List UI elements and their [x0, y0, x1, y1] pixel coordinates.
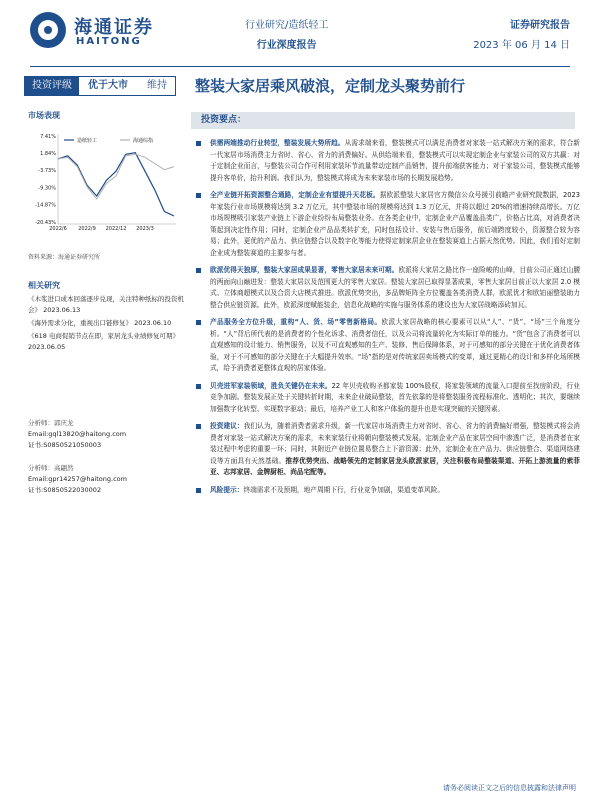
- paragraph-text: 欧派大家居战略的核心要素可以从“人”、“货”、“场”三个角度分析。“人”背后所代表的是消费者的个性化诉求、消费者信任，以及公司将流量转化为实际订单的能力。“货”包含了消费者可以直观感知的设计能力、销售服务，以及不可直观感知的生产、装修、售后保障体系，对于可感知的部分关键在于优化消费者体验，对于不可感知的部分关键在于大幅提升效率。“场”指的是对传统家居卖场模式的变革，通过更精心的设计和多样化场所模式，给予消费者更整体直观的居家体验。: [210, 318, 580, 372]
- market-performance-chart: [24, 128, 180, 238]
- series-line-1: [58, 154, 174, 199]
- square-bullet-icon: [196, 320, 201, 325]
- paragraph-lead: 供需两端推动行业转型，整装发展大势所趋。: [210, 139, 345, 147]
- square-bullet-icon: [196, 268, 201, 273]
- related-item[interactable]: [28, 294, 186, 316]
- legend-label: 造纸轻工: [77, 138, 98, 144]
- related-item-title: 《618 电商促销节点在即，家居龙头业绩修复可期》: [28, 332, 179, 340]
- rating-maintain: 维持: [147, 80, 167, 91]
- header-right: [473, 16, 570, 56]
- x-tick-label: 2022/9: [78, 226, 96, 232]
- summary-body: [196, 138, 580, 502]
- report-date: 2023 年 06 月 14 日: [473, 40, 570, 51]
- square-bullet-icon: [196, 488, 201, 493]
- paragraph-text: 22 年贝壳收购圣都家装 100%股权，将家装领域的流量入口提前至找房阶段，行业竞争加剧。整装发展正处于关键转折时期，未来企业破局整装，首先依靠的是将整装服务流程标准化、透明化；其次，要继续加强数字化转型、实现数字驱动；最后，培养产业工人和客户体验的提升也是实现突破的关键因素。: [210, 381, 580, 413]
- related-item[interactable]: [28, 331, 186, 353]
- x-tick-label: 2022/6: [49, 226, 67, 232]
- paragraph-text: 终端需求不及预期，地产周期下行，行业竞争加剧，渠道变革风险。: [243, 485, 445, 494]
- x-tick-label: 2022/12: [105, 226, 127, 232]
- related-item-date: 2023.06.05: [28, 343, 66, 351]
- report-type-label: 行业深度报告: [256, 40, 317, 51]
- related-item[interactable]: [28, 318, 186, 329]
- summary-paragraph: [196, 421, 580, 479]
- related-item-date: 2023.06.10: [132, 319, 172, 327]
- rating-value: 优于大市: [88, 80, 128, 91]
- chart-source: 资料来源：海通证券研究所: [28, 254, 101, 261]
- related-research-list: [28, 294, 186, 355]
- y-tick-label: -14.87%: [35, 202, 56, 209]
- rating-box: [24, 76, 176, 96]
- summary-paragraph: [196, 190, 580, 259]
- y-tick-label: 7.41%: [40, 133, 56, 140]
- analyst-spacer: [28, 451, 186, 463]
- summary-paragraph: [196, 485, 580, 497]
- industry-label: 行业研究/造纸轻工: [245, 20, 329, 31]
- related-item-title: 《海外需求分化，重视出口链修复》: [28, 319, 132, 327]
- paragraph-lead: 产品服务全方位升级，重构“人、货、场”零售新格局。: [210, 318, 382, 326]
- paragraph-text: 从需求端来看，整装模式可以满足消费者对家装一站式解决方案的需求，符合新一代家居市场消费主力省时、省心、省力的消费偏好。从供给端来看，整装模式可以实现定制企业与家装公司的双方共赢：对于定制企业而言，与整装公司合作可利用家装环节流量带动定制产品销售，提升前端获客能力；对于家装公司，整装模式能够提升客单价，抬升利润。我们认为，整装模式将成为未来家装市场的长期发展趋势。: [210, 139, 580, 182]
- summary-heading: 投资要点：: [201, 115, 247, 125]
- summary-paragraph: [196, 381, 580, 416]
- analyst-block: [28, 418, 186, 496]
- haitong-logo-icon: [30, 12, 66, 48]
- analyst-name: 分析师：高翩然: [28, 464, 74, 472]
- related-item-title: 《木浆进口成本回落逐步兑现，关注特种纸标的投资机会》: [28, 295, 184, 314]
- haitong-logo: [30, 12, 180, 52]
- legend-label: 海通综指: [133, 138, 154, 144]
- y-tick-label: -3.73%: [38, 168, 56, 175]
- analyst-email[interactable]: Email:gpr14257@haitong.com: [28, 475, 127, 483]
- logo-english-text: HAITONG: [76, 36, 142, 47]
- series-line-0: [58, 153, 174, 216]
- paragraph-lead: 风险提示：: [210, 485, 244, 494]
- summary-paragraph: [196, 317, 580, 375]
- square-bullet-icon: [196, 384, 201, 389]
- paragraph-text: 我们认为，随着消费者需求升级，新一代家居市场消费主力对省时、省心、省力的消费偏好增强，整装模式将会消费者对家装一站式解决方案的需求，未来家装行业将朝向整装模式发展。定制企业产品在家居空间中渗透广泛，是消费者在家装过程中考虑的重要一环；同时，其附近产业链位置易整合上下游资源；此外，定制企业在产品力、供应链整合、渠道网络建设等方面具有天然基础。: [210, 422, 580, 465]
- y-tick-label: -9.30%: [38, 185, 56, 192]
- square-bullet-icon: [196, 193, 201, 198]
- square-bullet-icon: [196, 424, 201, 429]
- paragraph-text: 欧派将大家居之路比作一座险峻的山峰，目前公司正通过山腰的两面向山巅进发：整装大家居以及范围更大的零售大家居。整装大家居已取得显著成果，零售大家居目前正以大家居 2.0 模式、立体商超模式以及合资大店模式推进。欧派优势突出，多品牌矩阵全方位覆盖各类消费人群，欧派优才和欧铂丽整装助力整合供应链资源。此外，欧派深度赋能装企，信息化战略的实施与服务体系的建设也为大家居战略添砖加瓦。: [210, 266, 581, 309]
- logo-chinese-text: 海通证券: [74, 17, 154, 38]
- summary-paragraph: [196, 265, 580, 311]
- summary-header-bar: [191, 112, 575, 129]
- rating-label: 投资评级: [25, 77, 79, 95]
- report-label: 证券研究报告: [510, 20, 570, 31]
- paragraph-lead: 贝壳进军家装领域，胜负关键仍在未来。: [210, 381, 332, 390]
- summary-paragraph: [196, 138, 580, 184]
- report-title: 整装大家居乘风破浪，定制龙头聚势前行: [195, 77, 466, 95]
- analyst-cert: 证书:S0850521050003: [28, 441, 102, 449]
- analyst-cert: 证书:S0850522030002: [28, 486, 102, 494]
- disclaimer-footer: 请务必阅读正文之后的信息披露和法律声明: [443, 784, 576, 792]
- market-heading: 市场表现: [28, 111, 60, 120]
- header-center: [245, 16, 328, 56]
- related-item-date: 2023.06.13: [41, 306, 81, 314]
- x-tick-label: 2023/3: [136, 226, 154, 232]
- analyst-email[interactable]: Email:gql13820@haitong.com: [28, 430, 127, 438]
- paragraph-lead: 欧派优得天独厚，整装大家居成果显著，零售大家居未来可期。: [210, 266, 399, 274]
- related-heading: 相关研究: [28, 281, 60, 290]
- header-divider: [30, 66, 570, 67]
- analyst-name: 分析师：郭庆龙: [28, 419, 74, 427]
- y-tick-label: 1.84%: [40, 151, 56, 158]
- paragraph-text: 据欧派整装大家居官方微信公众号援引前瞻产业研究院数据，2023 年家装行业市场规模将达到 3.2 万亿元，其中整装市场的规模将达到 1.3 万亿元，并将以超过 20%的增速持续高增长。万亿市场规模吸引家装产业链上下游企业纷纷布局整装业务。在各类企业中，定制企业产品覆盖品类广，价格占比高，对消费者决策起到决定性作用；同时，定制企业产品品类转扩充，同时包括设计、安装与售后服务，前后端跨度较小，资源整合较为容易；此外，更优的产品力、供应链整合以及数字化等能力使得定制家居企业在整装赛道上占据天然优势。因此，我们看好定制企业成为整装赛道的主要参与者。: [210, 191, 580, 257]
- paragraph-emphasis: 推荐优势突出、战略领先的定制家居龙头欧派家居，关注积极布局整装渠道、开拓上游流量的索菲亚、志邦家居、金牌厨柜、尚品宅配等。: [210, 456, 580, 476]
- paragraph-lead: 全产业链开拓资源整合通路，定制企业有望提升天花板。: [210, 191, 380, 199]
- y-tick-label: -20.43%: [35, 219, 56, 226]
- square-bullet-icon: [196, 141, 201, 146]
- paragraph-lead: 投资建议：: [210, 422, 244, 430]
